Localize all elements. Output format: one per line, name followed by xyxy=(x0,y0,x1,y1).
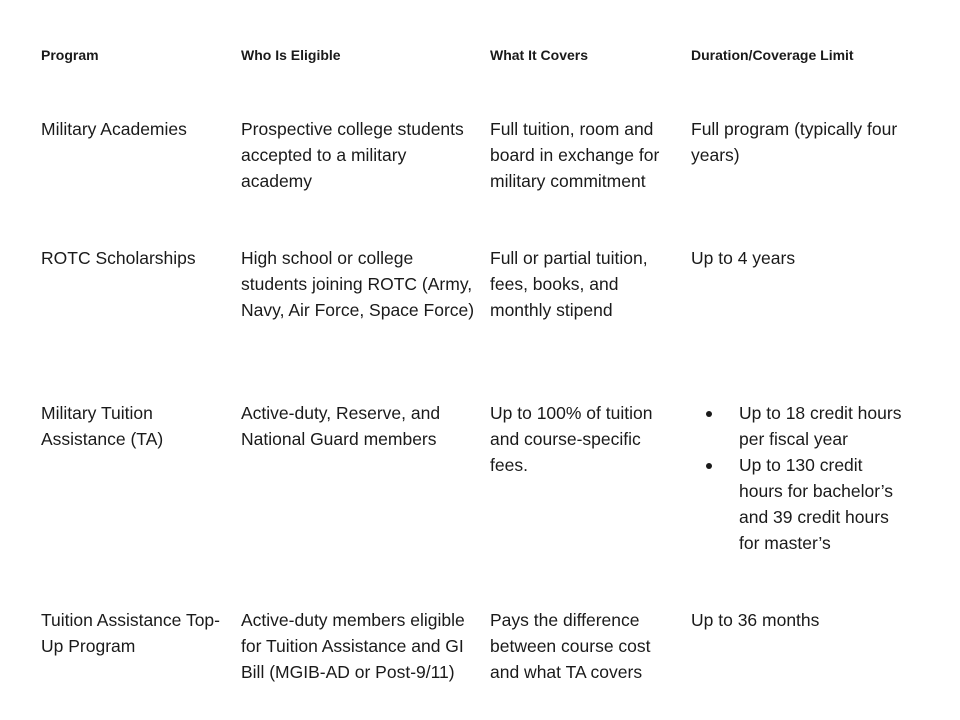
list-item-text: Up to 18 credit hours per fiscal year xyxy=(739,403,902,449)
eligible-cell: Active-duty, Reserve, and National Guard members xyxy=(241,403,441,449)
bullet-icon xyxy=(706,411,712,417)
program-cell: Military Academies xyxy=(41,119,187,139)
duration-cell: Up to 36 months xyxy=(691,610,820,630)
duration-cell xyxy=(691,400,931,556)
header-duration-coverage-limit: Duration/Coverage Limit xyxy=(691,47,854,63)
header-who-is-eligible: Who Is Eligible xyxy=(241,47,341,63)
program-cell: ROTC Scholarships xyxy=(41,248,196,268)
covers-cell: Pays the difference between course cost and what TA covers xyxy=(490,610,651,682)
duration-cell: Up to 4 years xyxy=(691,248,796,268)
covers-cell: Full tuition, room and board in exchange for military commitment xyxy=(490,119,660,191)
list-item-text: Up to 130 credit hours for bachelor’s and 39 credit hours for master’s xyxy=(739,455,894,553)
bullet-icon xyxy=(706,463,712,469)
covers-cell: Full or partial tuition, fees, books, and monthly stipend xyxy=(490,248,648,320)
list-item xyxy=(691,400,906,452)
program-cell: Military Tuition Assistance (TA) xyxy=(41,403,164,449)
header-program: Program xyxy=(41,47,99,63)
eligible-cell: Active-duty members eligible for Tuition Assistance and GI Bill (MGIB-AD or Post-9/11) xyxy=(241,610,465,682)
eligible-cell: Prospective college students accepted to a military academy xyxy=(241,119,464,191)
duration-cell: Full program (typically four years) xyxy=(691,119,898,165)
eligible-cell: High school or college students joining ROTC (Army, Navy, Air Force, Space Force) xyxy=(241,248,475,320)
program-cell: Tuition Assistance Top-Up Program xyxy=(41,610,220,656)
duration-bullet-list xyxy=(691,400,906,556)
list-item xyxy=(691,452,906,556)
header-what-it-covers: What It Covers xyxy=(490,47,589,63)
covers-cell: Up to 100% of tuition and course-specific fees. xyxy=(490,403,653,475)
